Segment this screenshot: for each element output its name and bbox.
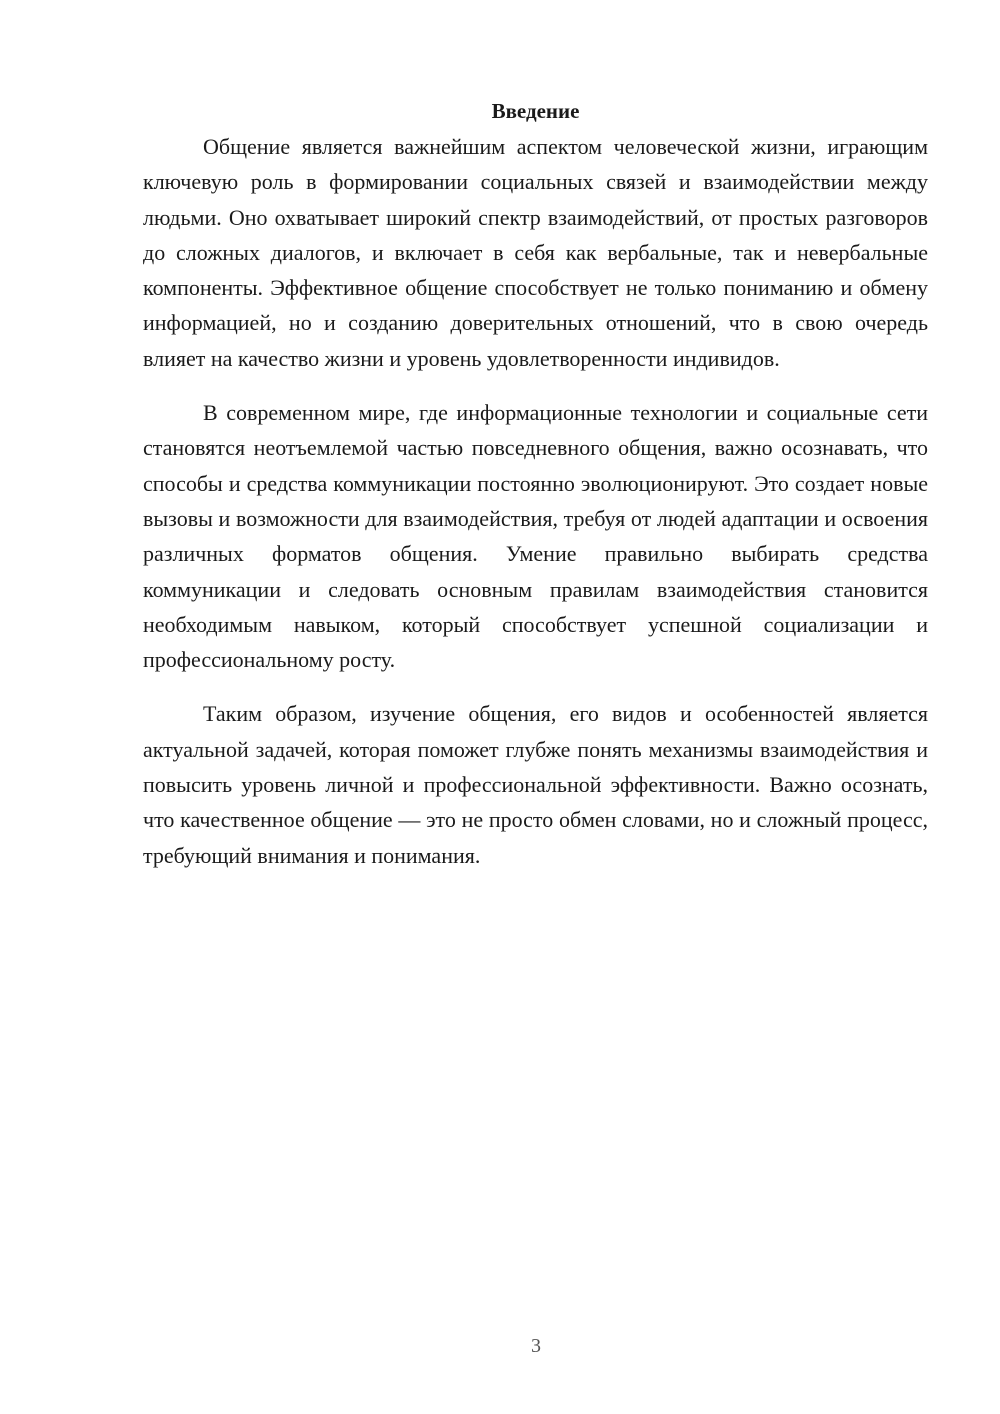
paragraph-1: Общение является важнейшим аспектом человеческой жизни, играющим ключевую роль в формировании социальных связей и взаимодействии между людьми. Оно охватывает широкий спектр взаимодействий, от простых разговоров до сложных диалогов, и включает в себя как вербальные, так и невербальные компоненты. Эффективное общение способствует не только пониманию и обмену информацией, но и созданию доверительных отношений, что в свою очередь влияет на качество жизни и уровень удовлетворенности индивидов. (143, 134, 928, 371)
page-content (143, 96, 928, 873)
paragraph-3: Таким образом, изучение общения, его видов и особенностей является актуальной задачей, которая поможет глубже понять механизмы взаимодействия и повысить уровень личной и профессиональной эффективности. Важно осознать, что качественное общение — это не просто обмен словами, но и сложный процесс, требующий внимания и понимания. (143, 701, 928, 868)
paragraph-2: В современном мире, где информационные технологии и социальные сети становятся неотъемлемой частью повседневного общения, важно осознавать, что способы и средства коммуникации постоянно эволюционируют. Это создает новые вызовы и возможности для взаимодействия, требуя от людей адаптации и освоения различных форматов общения. Умение правильно выбирать средства коммуникации и следовать основным правилам взаимодействия становится необходимым навыком, который способствует успешной социализации и профессиональному росту. (143, 400, 928, 673)
page-number: 3 (531, 1335, 541, 1357)
section-heading: Введение (491, 99, 580, 123)
